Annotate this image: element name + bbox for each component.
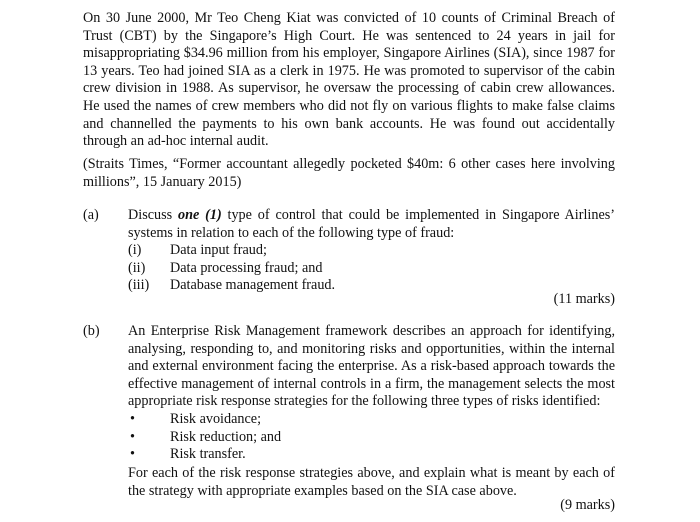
- question-a-item: [128, 260, 615, 278]
- bullet-icon: •: [130, 428, 135, 445]
- question-b-marks: (9 marks): [560, 497, 615, 513]
- question-a-emphasis: one (1): [178, 207, 222, 223]
- question-b-label: (b): [83, 323, 100, 339]
- question-a-item: [128, 277, 615, 295]
- bullet-text: Risk transfer.: [170, 446, 246, 463]
- question-b-intro: An Enterprise Risk Management framework describes an approach for identifying, analysing, responding to, and monitoring risks and opportunities, within the internal and external environment facing the enterprise. As a risk-based approach towards the effective management of internal controls in a firm, the management selects the most appropriate risk response strategies for the following three types of risks identified:: [128, 323, 615, 410]
- item-text: Database management fraud.: [170, 277, 336, 294]
- question-b-bullet: [128, 446, 615, 464]
- question-a-body: [128, 207, 615, 295]
- item-number: (iii): [128, 277, 150, 294]
- bullet-icon: •: [130, 410, 135, 427]
- question-b-bullet: [128, 429, 615, 447]
- bullet-text: Risk reduction; and: [170, 428, 282, 445]
- citation: (Straits Times, “Former accountant allegedly pocketed $40m: 6 other cases here involving millions”, 15 January 2015): [83, 156, 615, 190]
- question-a-text-after: type of control that could be implemented in Singapore Airlines’ systems in relation to each of the following type of fraud:: [128, 207, 615, 241]
- question-a-text-before: Discuss: [128, 207, 178, 223]
- question-b-bullet: [128, 411, 615, 429]
- question-b-closing: For each of the risk response strategies above, and explain what is meant by each of the strategy with appropriate examples based on the SIA case above.: [128, 465, 615, 499]
- question-b-body: [128, 323, 615, 464]
- question-a-marks: (11 marks): [553, 291, 615, 307]
- question-a-label: (a): [83, 207, 99, 223]
- case-paragraph: On 30 June 2000, Mr Teo Cheng Kiat was convicted of 10 counts of Criminal Breach of Trust (CBT) by the Singapore’s High Court. He was sentenced to 24 years in jail for misappropriating $34.96 million from his employer, Singapore Airlines (SIA), since 1987 for 13 years. Teo had joined SIA as a clerk in 1975. He was promoted to supervisor of the cabin crew division in 1988. As supervisor, he oversaw the processing of cabin crew allowances. He used the names of crew members who did not fly on various flights to make false claims and channelled the payments to his own bank accounts. He was found out accidentally through an ad-hoc internal audit.: [83, 10, 615, 150]
- item-text: Data input fraud;: [170, 242, 267, 259]
- bullet-icon: •: [130, 446, 135, 463]
- item-number: (i): [128, 242, 142, 259]
- question-a-prompt: [128, 207, 615, 242]
- item-text: Data processing fraud; and: [170, 259, 323, 276]
- question-a-item: [128, 242, 615, 260]
- item-number: (ii): [128, 259, 146, 276]
- bullet-text: Risk avoidance;: [170, 410, 262, 427]
